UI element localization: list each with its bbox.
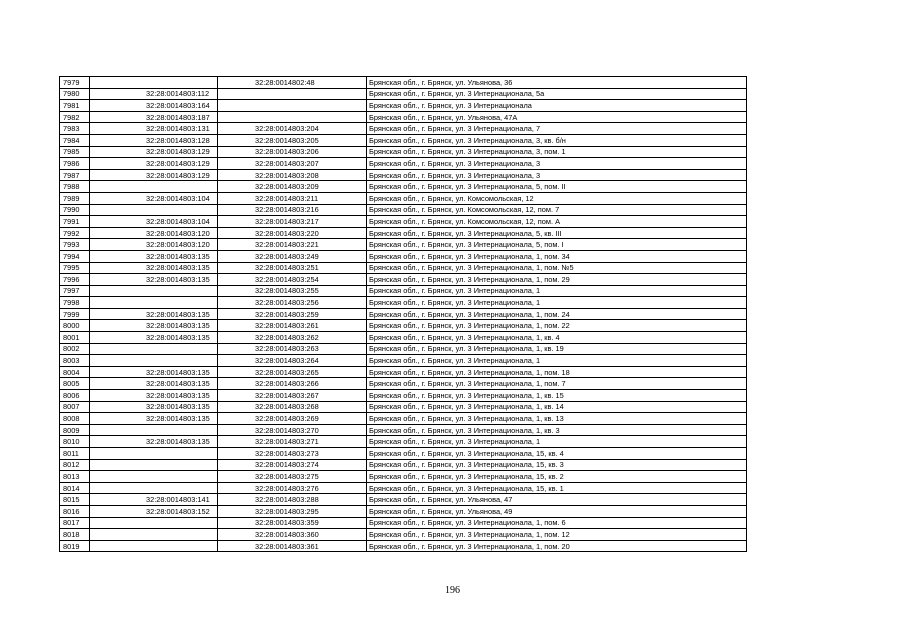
table-row — [60, 111, 747, 123]
table-row — [60, 285, 747, 297]
parent-cadastral-number-cell: 32:28:0014803:135 — [90, 413, 218, 425]
table-row — [60, 529, 747, 541]
table-row — [60, 100, 747, 112]
address-cell: Брянская обл., г. Брянск, ул. 3 Интернационала, 7 — [367, 123, 747, 135]
row-number-cell: 7998 — [60, 297, 90, 309]
parent-cadastral-number-cell: 32:28:0014803:135 — [90, 390, 218, 402]
row-number-cell: 8013 — [60, 471, 90, 483]
address-cell: Брянская обл., г. Брянск, ул. 3 Интернационала, 3, кв. б/н — [367, 134, 747, 146]
row-number-cell: 8009 — [60, 424, 90, 436]
cadastral-number-cell: 32:28:0014803:263 — [218, 343, 367, 355]
table-row — [60, 332, 747, 344]
address-cell: Брянская обл., г. Брянск, ул. 3 Интернационала, 1, пом. 6 — [367, 517, 747, 529]
row-number-cell: 8012 — [60, 459, 90, 471]
row-number-cell: 7984 — [60, 134, 90, 146]
row-number-cell: 8003 — [60, 355, 90, 367]
address-cell: Брянская обл., г. Брянск, ул. 3 Интернационала, 5, пом. II — [367, 181, 747, 193]
address-cell: Брянская обл., г. Брянск, ул. 3 Интернационала, 5а — [367, 88, 747, 100]
parent-cadastral-number-cell — [90, 448, 218, 460]
row-number-cell: 7993 — [60, 239, 90, 251]
row-number-cell: 7994 — [60, 250, 90, 262]
table-row — [60, 181, 747, 193]
address-cell: Брянская обл., г. Брянск, ул. 3 Интернационала, 1, кв. 13 — [367, 413, 747, 425]
parent-cadastral-number-cell — [90, 517, 218, 529]
row-number-cell: 7982 — [60, 111, 90, 123]
row-number-cell: 8008 — [60, 413, 90, 425]
row-number-cell: 7981 — [60, 100, 90, 112]
parent-cadastral-number-cell: 32:28:0014803:135 — [90, 262, 218, 274]
row-number-cell: 8001 — [60, 332, 90, 344]
cadastral-number-cell: 32:28:0014803:208 — [218, 169, 367, 181]
address-cell: Брянская обл., г. Брянск, ул. 3 Интернационала, 5, кв. III — [367, 227, 747, 239]
cadastral-number-cell: 32:28:0014803:254 — [218, 274, 367, 286]
cadastral-number-cell: 32:28:0014803:209 — [218, 181, 367, 193]
parent-cadastral-number-cell: 32:28:0014803:129 — [90, 146, 218, 158]
cadastral-number-cell — [218, 88, 367, 100]
row-number-cell: 8002 — [60, 343, 90, 355]
parent-cadastral-number-cell — [90, 459, 218, 471]
cadastral-number-cell: 32:28:0014803:288 — [218, 494, 367, 506]
cadastral-number-cell: 32:28:0014803:361 — [218, 540, 367, 552]
address-cell: Брянская обл., г. Брянск, ул. 3 Интернационала, 1, кв. 15 — [367, 390, 747, 402]
table-row — [60, 158, 747, 170]
table-row — [60, 227, 747, 239]
parent-cadastral-number-cell: 32:28:0014803:120 — [90, 227, 218, 239]
parent-cadastral-number-cell — [90, 482, 218, 494]
table-row — [60, 262, 747, 274]
parent-cadastral-number-cell — [90, 204, 218, 216]
cadastral-number-cell: 32:28:0014803:211 — [218, 192, 367, 204]
row-number-cell: 8004 — [60, 366, 90, 378]
row-number-cell: 8000 — [60, 320, 90, 332]
table-row — [60, 494, 747, 506]
table-row — [60, 413, 747, 425]
parent-cadastral-number-cell: 32:28:0014803:135 — [90, 332, 218, 344]
row-number-cell: 7991 — [60, 216, 90, 228]
cadastral-number-cell: 32:28:0014803:251 — [218, 262, 367, 274]
address-cell: Брянская обл., г. Брянск, ул. 3 Интернационала, 1, пом. 12 — [367, 529, 747, 541]
table-row — [60, 448, 747, 460]
parent-cadastral-number-cell — [90, 285, 218, 297]
address-cell: Брянская обл., г. Брянск, ул. Ульянова, 47 — [367, 494, 747, 506]
cadastral-number-cell: 32:28:0014803:262 — [218, 332, 367, 344]
address-cell: Брянская обл., г. Брянск, ул. 3 Интернационала, 1, пом. 22 — [367, 320, 747, 332]
cadastral-number-cell: 32:28:0014803:261 — [218, 320, 367, 332]
parent-cadastral-number-cell — [90, 529, 218, 541]
parent-cadastral-number-cell: 32:28:0014803:128 — [90, 134, 218, 146]
address-cell: Брянская обл., г. Брянск, ул. 3 Интернационала, 5, пом. I — [367, 239, 747, 251]
address-cell: Брянская обл., г. Брянск, ул. 3 Интернационала, 1, кв. 19 — [367, 343, 747, 355]
table-row — [60, 378, 747, 390]
parent-cadastral-number-cell: 32:28:0014803:135 — [90, 378, 218, 390]
cadastral-number-cell: 32:28:0014803:295 — [218, 505, 367, 517]
table-row — [60, 366, 747, 378]
row-number-cell: 7979 — [60, 77, 90, 89]
parent-cadastral-number-cell: 32:28:0014803:152 — [90, 505, 218, 517]
cadastral-number-cell: 32:28:0014803:268 — [218, 401, 367, 413]
table-row — [60, 250, 747, 262]
row-number-cell: 8019 — [60, 540, 90, 552]
row-number-cell: 8010 — [60, 436, 90, 448]
cadastral-number-cell: 32:28:0014803:359 — [218, 517, 367, 529]
address-cell: Брянская обл., г. Брянск, ул. 3 Интернационала, 1 — [367, 285, 747, 297]
table-row — [60, 320, 747, 332]
cadastral-number-cell: 32:28:0014803:205 — [218, 134, 367, 146]
parent-cadastral-number-cell: 32:28:0014803:135 — [90, 308, 218, 320]
row-number-cell: 7992 — [60, 227, 90, 239]
table-row — [60, 169, 747, 181]
address-cell: Брянская обл., г. Брянск, ул. Ульянова, 47А — [367, 111, 747, 123]
table-row — [60, 343, 747, 355]
address-cell: Брянская обл., г. Брянск, ул. 3 Интернационала, 3 — [367, 169, 747, 181]
parent-cadastral-number-cell: 32:28:0014803:131 — [90, 123, 218, 135]
parent-cadastral-number-cell — [90, 343, 218, 355]
registry-table-body — [60, 77, 747, 552]
parent-cadastral-number-cell: 32:28:0014803:104 — [90, 216, 218, 228]
address-cell: Брянская обл., г. Брянск, ул. 3 Интернационала, 15, кв. 1 — [367, 482, 747, 494]
cadastral-number-cell: 32:28:0014803:273 — [218, 448, 367, 460]
table-row — [60, 239, 747, 251]
row-number-cell: 8015 — [60, 494, 90, 506]
table-row — [60, 517, 747, 529]
cadastral-number-cell: 32:28:0014803:274 — [218, 459, 367, 471]
table-row — [60, 424, 747, 436]
row-number-cell: 7989 — [60, 192, 90, 204]
row-number-cell: 7987 — [60, 169, 90, 181]
cadastral-number-cell — [218, 100, 367, 112]
row-number-cell: 7997 — [60, 285, 90, 297]
row-number-cell: 8006 — [60, 390, 90, 402]
table-row — [60, 355, 747, 367]
address-cell: Брянская обл., г. Брянск, ул. 3 Интернационала, 3 — [367, 158, 747, 170]
cadastral-number-cell: 32:28:0014803:220 — [218, 227, 367, 239]
cadastral-number-cell: 32:28:0014803:264 — [218, 355, 367, 367]
address-cell: Брянская обл., г. Брянск, ул. Комсомольская, 12, пом. А — [367, 216, 747, 228]
parent-cadastral-number-cell — [90, 471, 218, 483]
table-row — [60, 88, 747, 100]
parent-cadastral-number-cell: 32:28:0014803:135 — [90, 250, 218, 262]
table-row — [60, 274, 747, 286]
address-cell: Брянская обл., г. Брянск, ул. 3 Интернационала, 15, кв. 2 — [367, 471, 747, 483]
row-number-cell: 8016 — [60, 505, 90, 517]
parent-cadastral-number-cell — [90, 355, 218, 367]
row-number-cell: 8018 — [60, 529, 90, 541]
row-number-cell: 7999 — [60, 308, 90, 320]
row-number-cell: 7996 — [60, 274, 90, 286]
table-row — [60, 471, 747, 483]
table-row — [60, 540, 747, 552]
address-cell: Брянская обл., г. Брянск, ул. Ульянова, 49 — [367, 505, 747, 517]
cadastral-number-cell: 32:28:0014803:270 — [218, 424, 367, 436]
cadastral-number-cell: 32:28:0014803:271 — [218, 436, 367, 448]
cadastral-number-cell: 32:28:0014803:217 — [218, 216, 367, 228]
table-row — [60, 123, 747, 135]
address-cell: Брянская обл., г. Брянск, ул. 3 Интернационала, 1, пом. 24 — [367, 308, 747, 320]
address-cell: Брянская обл., г. Брянск, ул. 3 Интернационала, 1, пом. №5 — [367, 262, 747, 274]
cadastral-number-cell: 32:28:0014803:255 — [218, 285, 367, 297]
cadastral-number-cell — [218, 111, 367, 123]
table-row — [60, 297, 747, 309]
address-cell: Брянская обл., г. Брянск, ул. 3 Интернационала, 1, пом. 29 — [367, 274, 747, 286]
parent-cadastral-number-cell — [90, 297, 218, 309]
cadastral-number-cell: 32:28:0014803:221 — [218, 239, 367, 251]
parent-cadastral-number-cell: 32:28:0014803:135 — [90, 436, 218, 448]
table-row — [60, 134, 747, 146]
address-cell: Брянская обл., г. Брянск, ул. Ульянова, 36 — [367, 77, 747, 89]
cadastral-number-cell: 32:28:0014803:265 — [218, 366, 367, 378]
cadastral-number-cell: 32:28:0014802:48 — [218, 77, 367, 89]
address-cell: Брянская обл., г. Брянск, ул. 3 Интернационала, 1, кв. 4 — [367, 332, 747, 344]
address-cell: Брянская обл., г. Брянск, ул. 3 Интернационала, 15, кв. 4 — [367, 448, 747, 460]
parent-cadastral-number-cell: 32:28:0014803:135 — [90, 320, 218, 332]
table-row — [60, 216, 747, 228]
cadastral-number-cell: 32:28:0014803:259 — [218, 308, 367, 320]
row-number-cell: 7980 — [60, 88, 90, 100]
cadastral-number-cell: 32:28:0014803:216 — [218, 204, 367, 216]
cadastral-number-cell: 32:28:0014803:276 — [218, 482, 367, 494]
parent-cadastral-number-cell: 32:28:0014803:104 — [90, 192, 218, 204]
parent-cadastral-number-cell: 32:28:0014803:129 — [90, 169, 218, 181]
address-cell: Брянская обл., г. Брянск, ул. 3 Интернационала, 1, пом. 34 — [367, 250, 747, 262]
parent-cadastral-number-cell — [90, 77, 218, 89]
row-number-cell: 7985 — [60, 146, 90, 158]
row-number-cell: 8007 — [60, 401, 90, 413]
table-row — [60, 401, 747, 413]
row-number-cell: 8017 — [60, 517, 90, 529]
registry-table — [59, 76, 747, 552]
row-number-cell: 7990 — [60, 204, 90, 216]
address-cell: Брянская обл., г. Брянск, ул. 3 Интернационала, 15, кв. 3 — [367, 459, 747, 471]
table-row — [60, 390, 747, 402]
table-row — [60, 204, 747, 216]
table-row — [60, 146, 747, 158]
address-cell: Брянская обл., г. Брянск, ул. 3 Интернационала, 1, пом. 18 — [367, 366, 747, 378]
row-number-cell: 7988 — [60, 181, 90, 193]
cadastral-number-cell: 32:28:0014803:204 — [218, 123, 367, 135]
parent-cadastral-number-cell: 32:28:0014803:120 — [90, 239, 218, 251]
parent-cadastral-number-cell — [90, 540, 218, 552]
address-cell: Брянская обл., г. Брянск, ул. 3 Интернационала, 1, кв. 3 — [367, 424, 747, 436]
row-number-cell: 7995 — [60, 262, 90, 274]
parent-cadastral-number-cell — [90, 181, 218, 193]
parent-cadastral-number-cell: 32:28:0014803:135 — [90, 366, 218, 378]
table-row — [60, 482, 747, 494]
row-number-cell: 8011 — [60, 448, 90, 460]
parent-cadastral-number-cell: 32:28:0014803:141 — [90, 494, 218, 506]
row-number-cell: 7983 — [60, 123, 90, 135]
cadastral-number-cell: 32:28:0014803:207 — [218, 158, 367, 170]
table-row — [60, 308, 747, 320]
parent-cadastral-number-cell: 32:28:0014803:187 — [90, 111, 218, 123]
address-cell: Брянская обл., г. Брянск, ул. Комсомольская, 12 — [367, 192, 747, 204]
parent-cadastral-number-cell: 32:28:0014803:135 — [90, 274, 218, 286]
cadastral-number-cell: 32:28:0014803:269 — [218, 413, 367, 425]
address-cell: Брянская обл., г. Брянск, ул. 3 Интернационала, 3, пом. 1 — [367, 146, 747, 158]
address-cell: Брянская обл., г. Брянск, ул. 3 Интернационала, 1, пом. 7 — [367, 378, 747, 390]
address-cell: Брянская обл., г. Брянск, ул. Комсомольская, 12, пом. 7 — [367, 204, 747, 216]
table-row — [60, 77, 747, 89]
page-number: 196 — [445, 585, 460, 596]
cadastral-number-cell: 32:28:0014803:256 — [218, 297, 367, 309]
cadastral-number-cell: 32:28:0014803:275 — [218, 471, 367, 483]
parent-cadastral-number-cell: 32:28:0014803:129 — [90, 158, 218, 170]
parent-cadastral-number-cell — [90, 424, 218, 436]
cadastral-number-cell: 32:28:0014803:360 — [218, 529, 367, 541]
address-cell: Брянская обл., г. Брянск, ул. 3 Интернационала, 1 — [367, 355, 747, 367]
parent-cadastral-number-cell: 32:28:0014803:112 — [90, 88, 218, 100]
row-number-cell: 8005 — [60, 378, 90, 390]
address-cell: Брянская обл., г. Брянск, ул. 3 Интернационала, 1, пом. 20 — [367, 540, 747, 552]
cadastral-number-cell: 32:28:0014803:266 — [218, 378, 367, 390]
table-row — [60, 505, 747, 517]
parent-cadastral-number-cell: 32:28:0014803:164 — [90, 100, 218, 112]
table-row — [60, 192, 747, 204]
cadastral-number-cell: 32:28:0014803:267 — [218, 390, 367, 402]
address-cell: Брянская обл., г. Брянск, ул. 3 Интернационала — [367, 100, 747, 112]
row-number-cell: 8014 — [60, 482, 90, 494]
address-cell: Брянская обл., г. Брянск, ул. 3 Интернационала, 1, кв. 14 — [367, 401, 747, 413]
table-row — [60, 436, 747, 448]
table-row — [60, 459, 747, 471]
cadastral-number-cell: 32:28:0014803:249 — [218, 250, 367, 262]
row-number-cell: 7986 — [60, 158, 90, 170]
cadastral-number-cell: 32:28:0014803:206 — [218, 146, 367, 158]
address-cell: Брянская обл., г. Брянск, ул. 3 Интернационала, 1 — [367, 297, 747, 309]
address-cell: Брянская обл., г. Брянск, ул. 3 Интернационала, 1 — [367, 436, 747, 448]
parent-cadastral-number-cell: 32:28:0014803:135 — [90, 401, 218, 413]
